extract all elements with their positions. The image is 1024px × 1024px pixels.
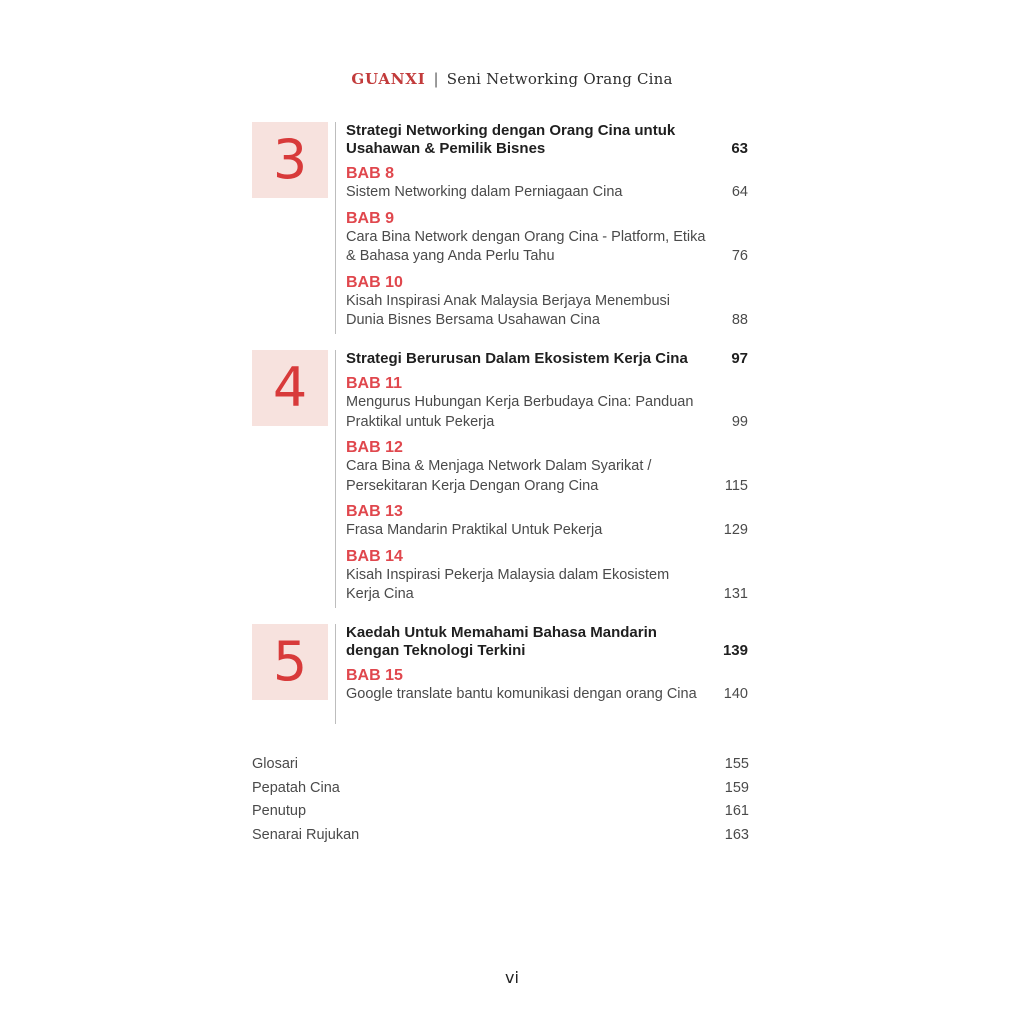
chapter-entry[interactable] bbox=[346, 502, 751, 541]
chapter-label: BAB 12 bbox=[346, 439, 403, 456]
book-brand: GUANXI bbox=[351, 70, 426, 88]
chapter-label: BAB 9 bbox=[346, 209, 395, 227]
part-page-number: 63 bbox=[731, 140, 748, 157]
entry-title: Senarai Rujukan bbox=[252, 826, 360, 843]
chapter-label: BAB 11 bbox=[346, 375, 403, 392]
part-title-text: Kaedah Untuk Memahami Bahasa Mandarin dengan Teknologi Terkini bbox=[346, 624, 657, 659]
chapter-page-number: 140 bbox=[723, 686, 748, 702]
part-3-section bbox=[252, 122, 752, 334]
entry-page-number: 161 bbox=[724, 803, 749, 819]
chapter-title: Kisah Inspirasi Pekerja Malaysia dalam Ekosistem Kerja Cina bbox=[346, 566, 670, 602]
part-title-text: Strategi Networking dengan Orang Cina untuk Usahawan & Pemilik Bisnes bbox=[346, 122, 676, 157]
chapter-entry[interactable] bbox=[346, 374, 751, 432]
toc-entry-penutup[interactable] bbox=[252, 800, 752, 824]
chapter-entry[interactable] bbox=[346, 209, 751, 267]
section-divider-line bbox=[335, 122, 336, 334]
entry-page-number: 155 bbox=[724, 756, 749, 772]
entry-page-number: 159 bbox=[724, 779, 749, 796]
chapter-entry[interactable] bbox=[346, 164, 751, 203]
chapter-page-number: 115 bbox=[724, 477, 748, 494]
chapter-title: Frasa Mandarin Praktikal Untuk Pekerja bbox=[346, 522, 603, 538]
section-divider-line bbox=[335, 350, 336, 608]
chapter-label: BAB 10 bbox=[346, 273, 403, 291]
chapter-title: Sistem Networking dalam Perniagaan Cina bbox=[346, 184, 623, 200]
part-title[interactable] bbox=[346, 122, 751, 158]
chapter-entry[interactable] bbox=[346, 273, 751, 331]
part-number-badge: 5 bbox=[252, 624, 328, 700]
chapter-entry[interactable] bbox=[346, 547, 751, 605]
part-title[interactable] bbox=[346, 624, 751, 660]
entry-title: Pepatah Cina bbox=[252, 779, 340, 796]
section-divider-line bbox=[335, 624, 336, 724]
toc-entry-senarai-rujukan[interactable] bbox=[252, 824, 752, 848]
header-separator: | bbox=[433, 70, 439, 88]
chapter-entry[interactable] bbox=[346, 666, 751, 705]
part-title[interactable] bbox=[346, 350, 751, 368]
chapter-title: Kisah Inspirasi Anak Malaysia Berjaya Menembusi Dunia Bisnes Bersama Usahawan Cina bbox=[346, 292, 670, 328]
book-subtitle: Seni Networking Orang Cina bbox=[446, 70, 673, 88]
chapter-title: Cara Bina & Menjaga Network Dalam Syarikat / Persekitaran Kerja Dengan Orang Cina bbox=[346, 458, 652, 494]
toc-entry-pepatah-cina[interactable] bbox=[252, 777, 752, 801]
chapter-label: BAB 15 bbox=[346, 667, 403, 684]
page-number-footer: vi bbox=[505, 968, 519, 987]
part-page-number: 97 bbox=[731, 350, 748, 367]
chapter-label: BAB 14 bbox=[346, 547, 403, 565]
chapter-page-number: 99 bbox=[731, 413, 748, 430]
end-matter-list bbox=[252, 753, 752, 847]
running-header bbox=[0, 70, 1024, 88]
chapter-title: Mengurus Hubungan Kerja Berbudaya Cina: Panduan Praktikal untuk Pekerja bbox=[346, 394, 694, 430]
part-4-section bbox=[252, 350, 752, 608]
chapter-title: Cara Bina Network dengan Orang Cina - Platform, Etika & Bahasa yang Anda Perlu Tahu bbox=[346, 228, 706, 264]
part-number-badge: 4 bbox=[252, 350, 328, 426]
entry-page-number: 163 bbox=[724, 826, 749, 843]
chapter-label: BAB 13 bbox=[346, 503, 403, 520]
chapter-page-number: 129 bbox=[723, 522, 748, 538]
part-title-text: Strategi Berurusan Dalam Ekosistem Kerja Cina bbox=[346, 350, 688, 367]
chapter-page-number: 76 bbox=[731, 248, 748, 264]
part-page-number: 139 bbox=[722, 642, 748, 659]
chapter-page-number: 64 bbox=[731, 184, 748, 200]
entry-title: Penutup bbox=[252, 803, 307, 819]
chapter-page-number: 88 bbox=[731, 312, 748, 328]
entry-title: Glosari bbox=[252, 756, 298, 772]
chapter-entry[interactable] bbox=[346, 438, 751, 496]
part-5-section bbox=[252, 624, 752, 724]
chapter-title: Google translate bantu komunikasi dengan orang Cina bbox=[346, 686, 697, 702]
chapter-page-number: 131 bbox=[723, 586, 748, 602]
chapter-label: BAB 8 bbox=[346, 165, 395, 182]
part-number-badge: 3 bbox=[252, 122, 328, 198]
toc-entry-glosari[interactable] bbox=[252, 753, 752, 777]
